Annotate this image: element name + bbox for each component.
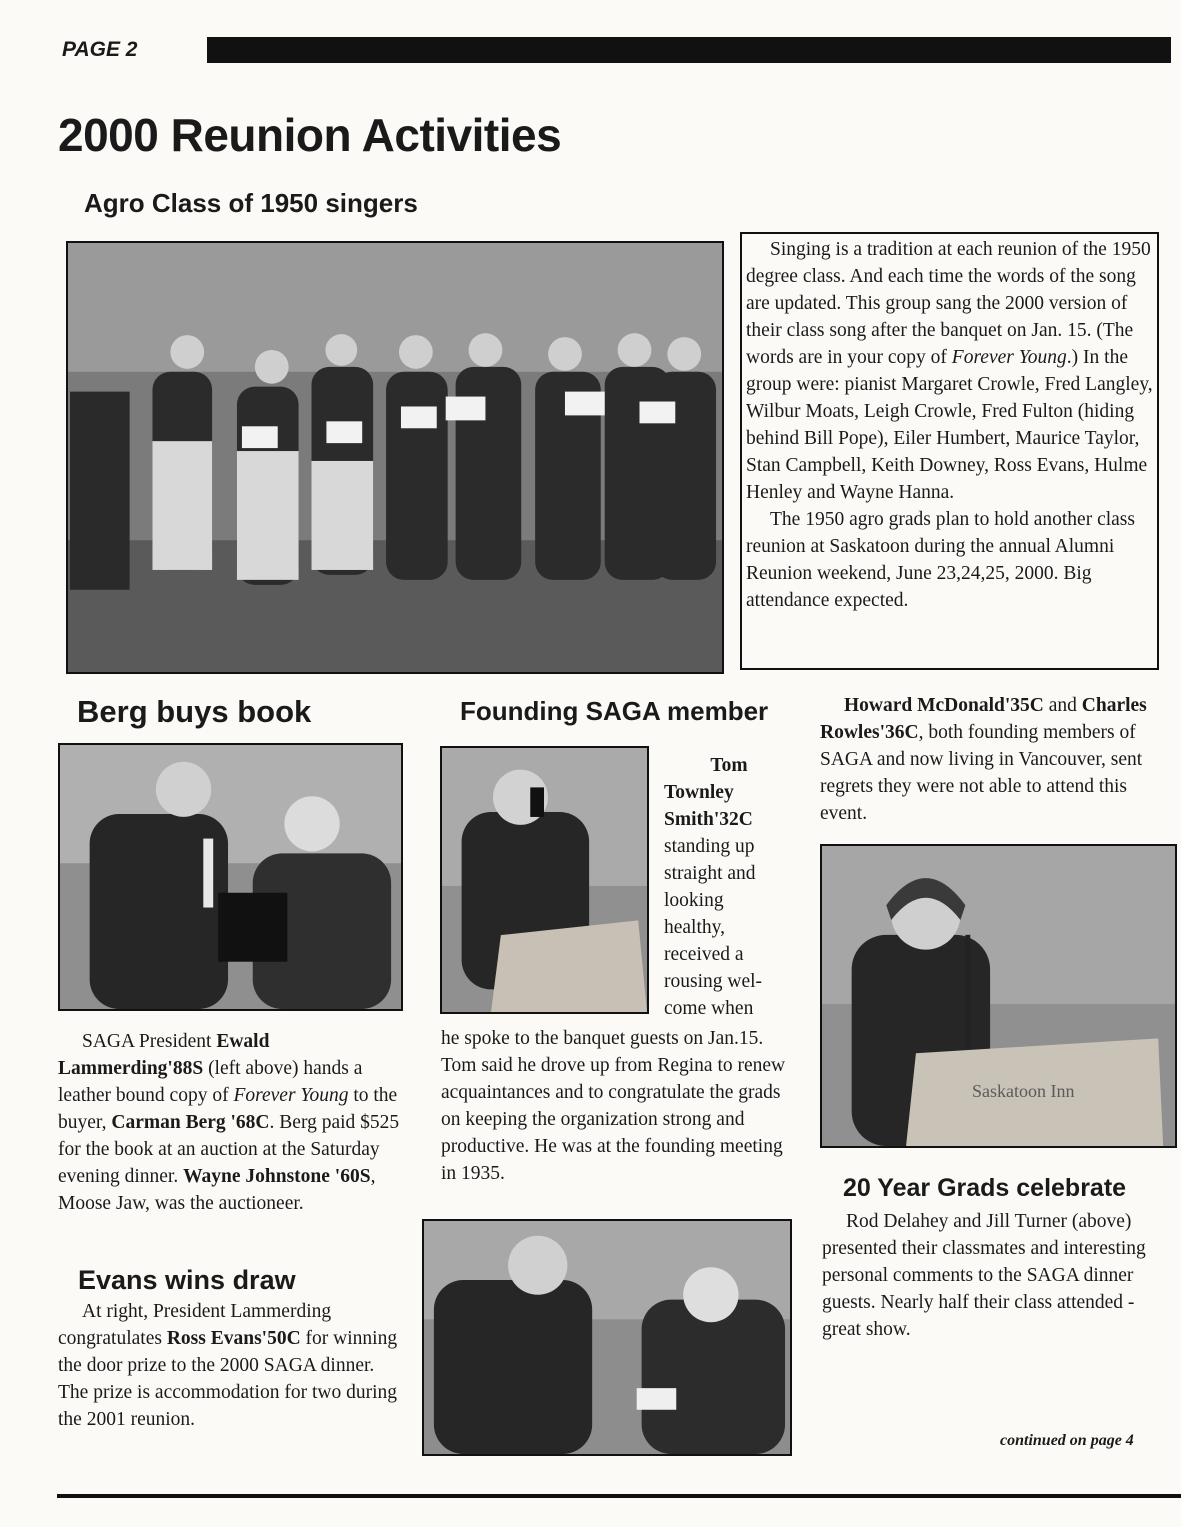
berg-text: SAGA President Ewald Lammerding'88S (left above) hands a leather bound copy of Forever Young to the buyer, Carman Berg '68C. Berg paid $525 for the book at an auction at the Saturday evening dinner. Wayne Johnstone '60S, Moose Jaw, was the auctioneer. xyxy=(58,1031,400,1214)
agro-heading: Agro Class of 1950 singers xyxy=(84,188,418,218)
evans-heading: Evans wins draw xyxy=(78,1265,296,1295)
berg-photo xyxy=(58,743,403,1011)
founding-line: come when xyxy=(664,998,754,1019)
founding-name-line2: Townley xyxy=(664,782,734,803)
founding-heading: Founding SAGA member xyxy=(460,696,769,726)
founding-name-line3: Smith'32C xyxy=(664,809,753,830)
founding-line: rousing wel- xyxy=(664,971,763,992)
grads-heading: 20 Year Grads celebrate xyxy=(843,1174,1127,1202)
continued-note: continued on page 4 xyxy=(1000,1432,1134,1449)
book-title: Forever Young xyxy=(233,1085,349,1106)
founding-name: Tom xyxy=(710,755,748,776)
founding-line: standing up xyxy=(664,836,755,857)
founding-continuation: he spoke to the banquet guests on Jan.15. Tom said he drove up from Regina to renew acquaintances and to congratulate the grads on keeping the organization strong and productive. He was at the founding meeting in 1935. xyxy=(441,1028,786,1184)
founding-line: looking xyxy=(664,890,724,911)
bottom-rule xyxy=(57,1494,1181,1498)
name-evans: Ross Evans'50C xyxy=(166,1328,301,1349)
name-lammerding: Ewald Lammerding'88S xyxy=(58,1031,270,1079)
page-title: 2000 Reunion Activities xyxy=(58,109,562,161)
grads-photo xyxy=(820,844,1177,1148)
founding-line: straight and xyxy=(664,863,756,884)
grads-text: Rod Delahey and Jill Turner (above) presented their classmates and interesting personal comments to the SAGA dinner guests. Nearly half their class attended - great show. xyxy=(822,1211,1146,1340)
name-mcdonald: Howard McDonald'35C xyxy=(844,695,1044,716)
name-johnstone: Wayne Johnstone '60S xyxy=(183,1166,371,1187)
founding-side-text xyxy=(664,752,794,1022)
berg-heading: Berg buys book xyxy=(77,694,312,729)
name-berg: Carman Berg '68C xyxy=(111,1112,270,1133)
agro-caption-box xyxy=(740,232,1159,670)
evans-photo xyxy=(422,1219,792,1456)
singers-photo xyxy=(66,241,724,674)
evans-text: At right, President Lammerding congratulates Ross Evans'50C for winning the door prize to the 2000 SAGA dinner. The prize is accommodation for two during the 2001 reunion. xyxy=(58,1301,398,1430)
name-rowles: Charles Rowles'36C xyxy=(820,695,1147,743)
regrets-text: Howard McDonald'35C and Charles Rowles'36C, both founding members of SAGA and now living in Vancouver, sent regrets they were not able to attend this event. xyxy=(820,695,1147,824)
page-label: PAGE 2 xyxy=(62,38,138,61)
founding-photo xyxy=(440,746,649,1014)
founding-line: received a xyxy=(664,944,744,965)
agro-paragraph-1: Singing is a tradition at each reunion of the 1950 degree class. And each time the words of the song are updated. This group sang the 2000 version of their class song after the banquet on Jan. 15. (The words are in your copy of Forever Young.) In the group were: pianist Margaret Crowle, Fred Langley, Wilbur Moats, Leigh Crowle, Fred Fulton (hiding behind Bill Pope), Eiler Humbert, Maurice Taylor, Stan Campbell, Keith Downey, Ross Evans, Hulme Henley and Wayne Hanna. xyxy=(746,239,1153,503)
header-bar xyxy=(207,37,1171,63)
agro-paragraph-2: The 1950 agro grads plan to hold another class reunion at Saskatoon during the annual Alumni Reunion weekend, June 23,24,25, 2000. Big attendance expected. xyxy=(746,509,1135,611)
book-title: Forever Young xyxy=(951,347,1067,368)
founding-line: healthy, xyxy=(664,917,726,938)
podium-sign: Saskatoon Inn xyxy=(972,1081,1075,1101)
